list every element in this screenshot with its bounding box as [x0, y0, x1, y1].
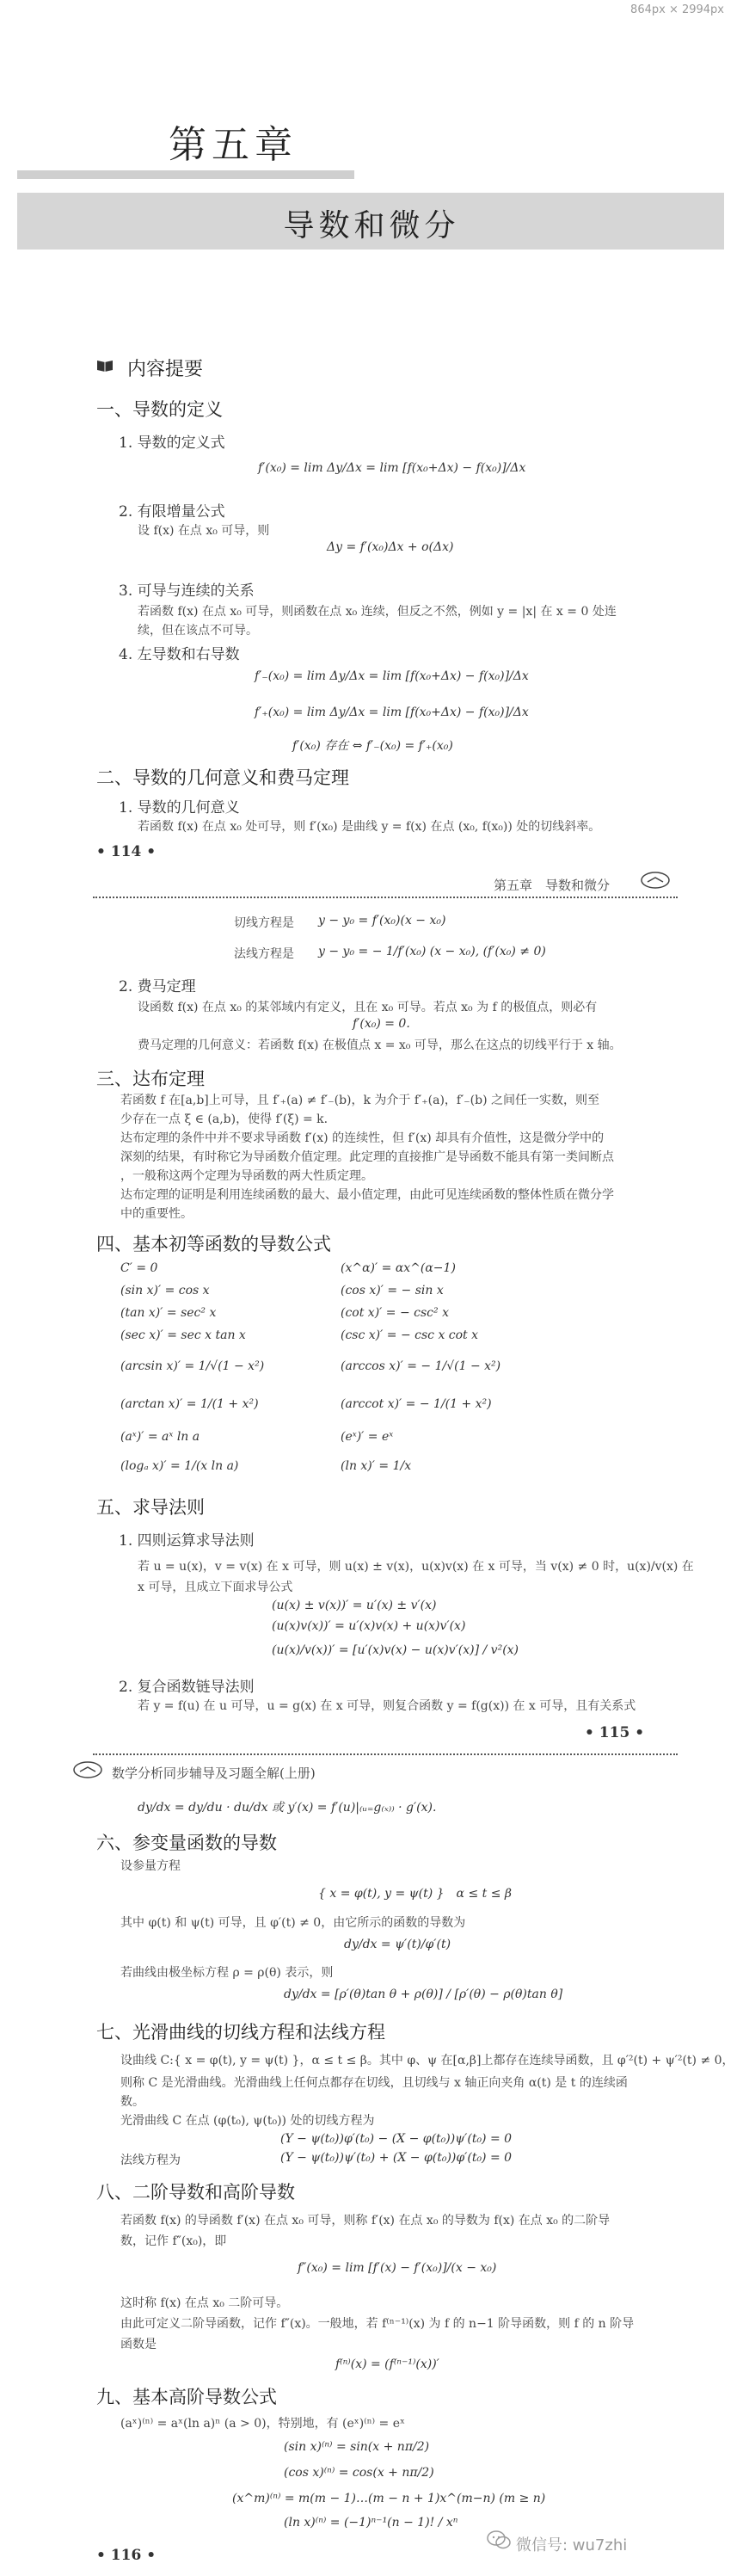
normal-eq: y − y₀ = − 1/f′(x₀) (x − x₀), (f′(x₀) ≠ 0) [318, 945, 546, 958]
wechat-icon [487, 2530, 511, 2550]
page-number-114: • 114 • [96, 843, 157, 860]
deriv-table-right-1: (cos x)′ = − sin x [341, 1284, 444, 1297]
running-header-chapter: 第五章 导数和微分 [494, 878, 611, 893]
s9-eq3: (x^m)⁽ⁿ⁾ = m(m − 1)…(m − n + 1)x^(m−n) (m ≥ n) [232, 2492, 546, 2505]
s1-eq4a: f′₋(x₀) = lim Δy/Δx = lim [f(x₀+Δx) − f(x₀)]/Δx [255, 669, 529, 683]
s5-eq2: (u(x)v(x))′ = u′(x)v(x) + u(x)v′(x) [272, 1619, 466, 1633]
section-6-title: 六、参变量函数的导数 [96, 1833, 277, 1853]
s5-eq3: (u(x)/v(x))′ = [u′(x)v(x) − u(x)v′(x)] / v²(x) [272, 1643, 519, 1657]
s8-p5: 函数是 [120, 2338, 157, 2351]
page-separator-2 [93, 1753, 678, 1755]
s7-p2: 则称 C 是光滑曲线。光滑曲线上任何点都存在切线，且切线与 x 轴正向夹角 α(t) 是 t 的连续函 [120, 2076, 628, 2090]
tangent-label: 切线方程是 [234, 916, 294, 930]
tangent-eq: y − y₀ = f′(x₀)(x − x₀) [318, 914, 446, 927]
s6-p1: 设参量方程 [120, 1859, 181, 1873]
s1-eq2: Δy = f′(x₀)Δx + o(Δx) [327, 540, 454, 554]
s2b-p2a: 设函数 f(x) 在点 x₀ 的某邻域内有定义，且在 x₀ 可导。若点 x₀ 为 f 的极值点，则必有 [138, 1001, 598, 1014]
page-separator [93, 897, 678, 898]
s5-p1b: x 可导，且成立下面求导公式 [138, 1581, 293, 1594]
deriv-table-left-0: C′ = 0 [120, 1261, 158, 1275]
s5-eq1: (u(x) ± v(x))′ = u′(x) ± v′(x) [272, 1599, 437, 1612]
section-5-title: 五、求导法则 [96, 1497, 205, 1518]
section-9-title: 九、基本高阶导数公式 [96, 2387, 277, 2407]
deriv-table-right-3: (csc x)′ = − csc x cot x [341, 1328, 479, 1342]
deriv-table-left-7: (logₐ x)′ = 1/(x ln a) [120, 1459, 239, 1473]
s6-p2: 其中 φ(t) 和 ψ(t) 可导，且 φ′(t) ≠ 0，由它所示的函数的导数为 [120, 1916, 466, 1930]
s3-p2: 少存在一点 ξ ∈ (a,b)，使得 f′(ξ) = k. [120, 1112, 329, 1126]
s1-eq4b: f′₊(x₀) = lim Δy/Δx = lim [f(x₀+Δx) − f(x₀)]/Δx [255, 706, 529, 719]
section-3-title: 三、达布定理 [96, 1069, 205, 1089]
deriv-table-left-6: (aˣ)′ = aˣ ln a [120, 1430, 200, 1444]
s3-p4: 深刻的结果，有时称它为导函数介值定理。此定理的直接推广是导函数不能具有第一类间断点 [120, 1150, 614, 1164]
s5-sub2: 2. 复合函数链导法则 [119, 1679, 255, 1696]
s2-p1: 若函数 f(x) 在点 x₀ 处可导，则 f′(x₀) 是曲线 y = f(x) 在点 (x₀, f(x₀)) 处的切线斜率。 [138, 820, 601, 834]
s7-p5: 法线方程为 [120, 2154, 181, 2167]
s7-p1: 设曲线 C:{ x = φ(t), y = ψ(t) }，α ≤ t ≤ β。其中 φ、ψ 在[α,β]上都存在连续导函数，且 φ′²(t) + ψ′²(t) ≠ 0， [120, 2054, 734, 2068]
s6-p3: 若曲线由极坐标方程 ρ = ρ(θ) 表示，则 [120, 1966, 334, 1980]
summary-label: 内容提要 [127, 359, 204, 380]
s1-sub3: 3. 可导与连续的关系 [119, 582, 255, 600]
deriv-table-right-4: (arccos x)′ = − 1/√(1 − x²) [341, 1359, 501, 1373]
normal-label: 法线方程是 [234, 947, 294, 961]
chapter-title: 导数和微分 [283, 208, 460, 243]
s1-sub1: 1. 导数的定义式 [119, 434, 225, 452]
section-2-title: 二、导数的几何意义和费马定理 [96, 767, 349, 788]
s3-p6: 达布定理的证明是利用连续函数的最大、最小值定理，由此可见连续函数的整体性质在微分学 [120, 1188, 614, 1202]
s5-sub1: 1. 四则运算求导法则 [119, 1532, 255, 1550]
s3-p7: 中的重要性。 [120, 1207, 193, 1221]
s6-eq2: dy/dx = [ρ′(θ)tan θ + ρ(θ)] / [ρ′(θ) − ρ(θ)tan θ] [284, 1987, 563, 2001]
cloud-book-icon [640, 871, 671, 890]
page-number-116: • 116 • [96, 2547, 157, 2564]
cloud-book-icon-2 [72, 1760, 103, 1779]
s1-eq1: f′(x₀) = lim Δy/Δx = lim [f(x₀+Δx) − f(x₀)]/Δx [258, 461, 526, 475]
s3-p3: 达布定理的条件中并不要求导函数 f′(x) 的连续性，但 f′(x) 却具有介值性，这是微分学中的 [120, 1131, 605, 1145]
chapter-rule [17, 170, 354, 179]
s5-p1a: 若 u = u(x)，v = v(x) 在 x 可导，则 u(x) ± v(x)，u(x)v(x) 在 x 可导，当 v(x) ≠ 0 时，u(x)/v(x) 在 [138, 1560, 694, 1574]
s5-p2: 若 y = f(u) 在 u 可导，u = g(x) 在 x 可导，则复合函数 y = f(g(x)) 在 x 可导，且有关系式 [138, 1699, 636, 1713]
s1-sub4: 4. 左导数和右导数 [119, 646, 240, 663]
chain-rule-eq: dy/dx = dy/du · du/dx 或 y′(x) = f′(u)|₍ᵤ₌g₍ₓ₎₎ · g′(x). [138, 1801, 437, 1815]
s1-sub2: 2. 有限增量公式 [119, 503, 225, 521]
s6-system: { x = φ(t), y = ψ(t) } α ≤ t ≤ β [318, 1887, 512, 1901]
deriv-table-left-1: (sin x)′ = cos x [120, 1284, 210, 1297]
s1-eq4c: f′(x₀) 存在 ⇔ f′₋(x₀) = f′₊(x₀) [292, 739, 453, 753]
s8-p2: 数，记作 f″(x₀)，即 [120, 2234, 227, 2248]
s7-p3: 数。 [120, 2095, 144, 2109]
s9-p1: (aˣ)⁽ⁿ⁾ = aˣ(ln a)ⁿ (a > 0)，特别地，有 (eˣ)⁽ⁿ⁾ = eˣ [120, 2417, 405, 2431]
section-7-title: 七、光滑曲线的切线方程和法线方程 [96, 2022, 385, 2043]
deriv-table-left-2: (tan x)′ = sec² x [120, 1306, 217, 1320]
s8-p3: 这时称 f(x) 在点 x₀ 二阶可导。 [120, 2296, 289, 2310]
book-icon [96, 358, 114, 372]
deriv-table-right-0: (x^α)′ = αx^(α−1) [341, 1261, 456, 1275]
s2b-eq2: f′(x₀) = 0. [353, 1017, 410, 1031]
image-size-label: 864px × 2994px [630, 3, 724, 16]
deriv-table-right-5: (arccot x)′ = − 1/(1 + x²) [341, 1397, 492, 1411]
s9-eq2: (cos x)⁽ⁿ⁾ = cos(x + nπ/2) [284, 2466, 434, 2480]
deriv-table-right-6: (eˣ)′ = eˣ [341, 1430, 394, 1444]
s9-eq4: (ln x)⁽ⁿ⁾ = (−1)ⁿ⁻¹(n − 1)! / xⁿ [284, 2516, 458, 2530]
s6-eq1: dy/dx = ψ′(t)/φ′(t) [344, 1938, 451, 1951]
section-4-title: 四、基本初等函数的导数公式 [96, 1234, 331, 1254]
deriv-table-left-3: (sec x)′ = sec x tan x [120, 1328, 246, 1342]
s2-sub1: 1. 导数的几何意义 [119, 799, 240, 817]
s1-p2: 设 f(x) 在点 x₀ 可导，则 [138, 524, 270, 538]
s2b-sub2: 2. 费马定理 [119, 978, 196, 995]
section-1-title: 一、导数的定义 [96, 399, 223, 420]
deriv-table-left-5: (arctan x)′ = 1/(1 + x²) [120, 1397, 259, 1411]
s3-p5: ，一般称这两个定理为导函数的两大性质定理。 [120, 1169, 373, 1183]
deriv-table-left-4: (arcsin x)′ = 1/√(1 − x²) [120, 1359, 265, 1373]
s7-p4: 光滑曲线 C 在点 (φ(t₀), ψ(t₀)) 处的切线方程为 [120, 2114, 375, 2128]
deriv-table-right-2: (cot x)′ = − csc² x [341, 1306, 449, 1320]
s8-p4: 由此可定义二阶导函数，记作 f″(x)。一般地，若 f⁽ⁿ⁻¹⁾(x) 为 f 的 n−1 阶导函数，则 f 的 n 阶导 [120, 2317, 635, 2331]
page-number-115: • 115 • [585, 1724, 645, 1741]
s8-eq1: f″(x₀) = lim [f′(x) − f′(x₀)]/(x − x₀) [298, 2261, 497, 2275]
s1-p3a: 若函数 f(x) 在点 x₀ 可导，则函数在点 x₀ 连续，但反之不然，例如 y = |x| 在 x = 0 处连 [138, 605, 617, 619]
deriv-table-right-7: (ln x)′ = 1/x [341, 1459, 412, 1473]
s8-eq2: f⁽ⁿ⁾(x) = (f⁽ⁿ⁻¹⁾(x))′ [335, 2357, 439, 2371]
running-header-book: 数学分析同步辅导及习题全解(上册) [112, 1766, 316, 1781]
s2b-p2b: 费马定理的几何意义：若函数 f(x) 在极值点 x = x₀ 可导，那么在这点的切线平行于 x 轴。 [138, 1038, 622, 1052]
s7-eq1: (Y − ψ(t₀))φ′(t₀) − (X − φ(t₀))ψ′(t₀) = 0 [280, 2132, 513, 2146]
wechat-watermark: 微信号: wu7zhi [516, 2536, 628, 2554]
chapter-number: 第五章 [169, 123, 298, 167]
s9-eq1: (sin x)⁽ⁿ⁾ = sin(x + nπ/2) [284, 2440, 430, 2454]
section-8-title: 八、二阶导数和高阶导数 [96, 2182, 295, 2203]
s8-p1: 若函数 f(x) 的导函数 f′(x) 在点 x₀ 可导，则称 f′(x) 在点 x₀ 的导数为 f(x) 在点 x₀ 的二阶导 [120, 2214, 611, 2228]
s3-p1: 若函数 f 在[a,b]上可导，且 f′₊(a) ≠ f′₋(b)，k 为介于 f′₊(a)，f′₋(b) 之间任一实数，则至 [120, 1094, 599, 1107]
s7-eq2: (Y − ψ(t₀))ψ′(t₀) + (X − φ(t₀))φ′(t₀) = 0 [280, 2151, 513, 2165]
s1-p3b: 续，但在该点不可导。 [138, 624, 258, 638]
